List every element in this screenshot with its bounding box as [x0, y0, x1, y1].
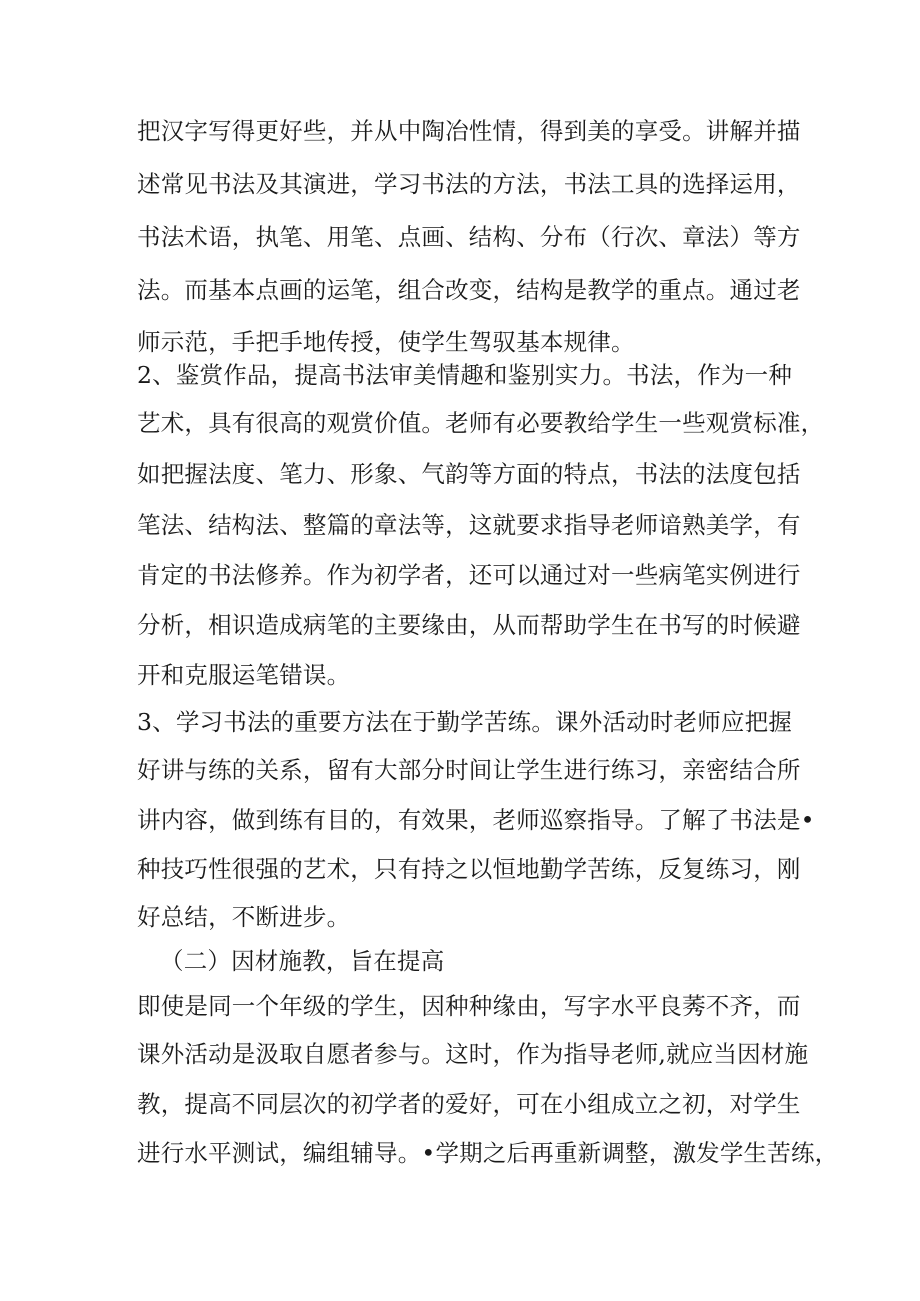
text-line-1: 把汉字写得更好些，并从中陶冶性情，得到美的享受。讲解并描 — [137, 117, 801, 145]
text-line-4: 法。而基本点画的运笔，组合改变，结构是教学的重点。通过老 — [137, 276, 801, 304]
text-line-3: 书法术语，执笔、用笔、点画、结构、分布（行次、章法）等方 — [137, 223, 801, 251]
text-line-7: 艺术，具有很高的观赏价值。老师有必要教给学生一些观赏标准， — [137, 409, 825, 437]
text-line-21: 教，提高不同层次的初学者的爱好，可在小组成立之初，对学生 — [137, 1090, 801, 1118]
text-line-13: 3、学习书法的重要方法在于勤学苦练。课外活动时老师应把握 — [137, 708, 793, 736]
text-line-14: 好讲与练的关系，留有大部分时间让学生进行练习，亲密结合所 — [137, 756, 801, 784]
text-line-20: 课外活动是汲取自愿者参与。这时，作为指导老师,就应当因材施 — [137, 1040, 809, 1068]
text-line-5: 师示范，手把手地传授，使学生驾驭基本规律。 — [137, 328, 635, 356]
text-line-17: 好总结，不断进步。 — [137, 903, 351, 931]
text-line-11: 分析，相识造成病笔的主要缘由，从而帮助学生在书写的时候避 — [137, 611, 801, 639]
text-line-6: 2、鉴赏作品，提高书法审美情趣和鉴别实力。书法，作为一种 — [137, 361, 793, 389]
section-heading: （二）因材施教，旨在提高 — [160, 947, 445, 975]
text-line-10: 肯定的书法修养。作为初学者，还可以通过对一些病笔实例进行 — [137, 561, 801, 589]
text-line-19: 即使是同一个年级的学生，因种种缘由，写字水平良莠不齐，而 — [137, 992, 801, 1020]
text-line-15: 讲内容，做到练有目的，有效果，老师巡察指导。了解了书法是• — [137, 806, 815, 834]
text-line-22: 进行水平测试，编组辅导。•学期之后再重新调整，激发学生苦练， — [137, 1139, 839, 1167]
text-line-9: 笔法、结构法、整篇的章法等，这就要求指导老师谙熟美学，有 — [137, 511, 801, 539]
text-line-2: 述常见书法及其演进，学习书法的方法，书法工具的选择运用， — [137, 170, 801, 198]
text-line-16: 种技巧性很强的艺术，只有持之以恒地勤学苦练，反复练习，刚 — [137, 855, 801, 883]
text-line-12: 开和克服运笔错误。 — [137, 661, 351, 689]
text-line-8: 如把握法度、笔力、形象、气韵等方面的特点，书法的法度包括 — [137, 460, 801, 488]
